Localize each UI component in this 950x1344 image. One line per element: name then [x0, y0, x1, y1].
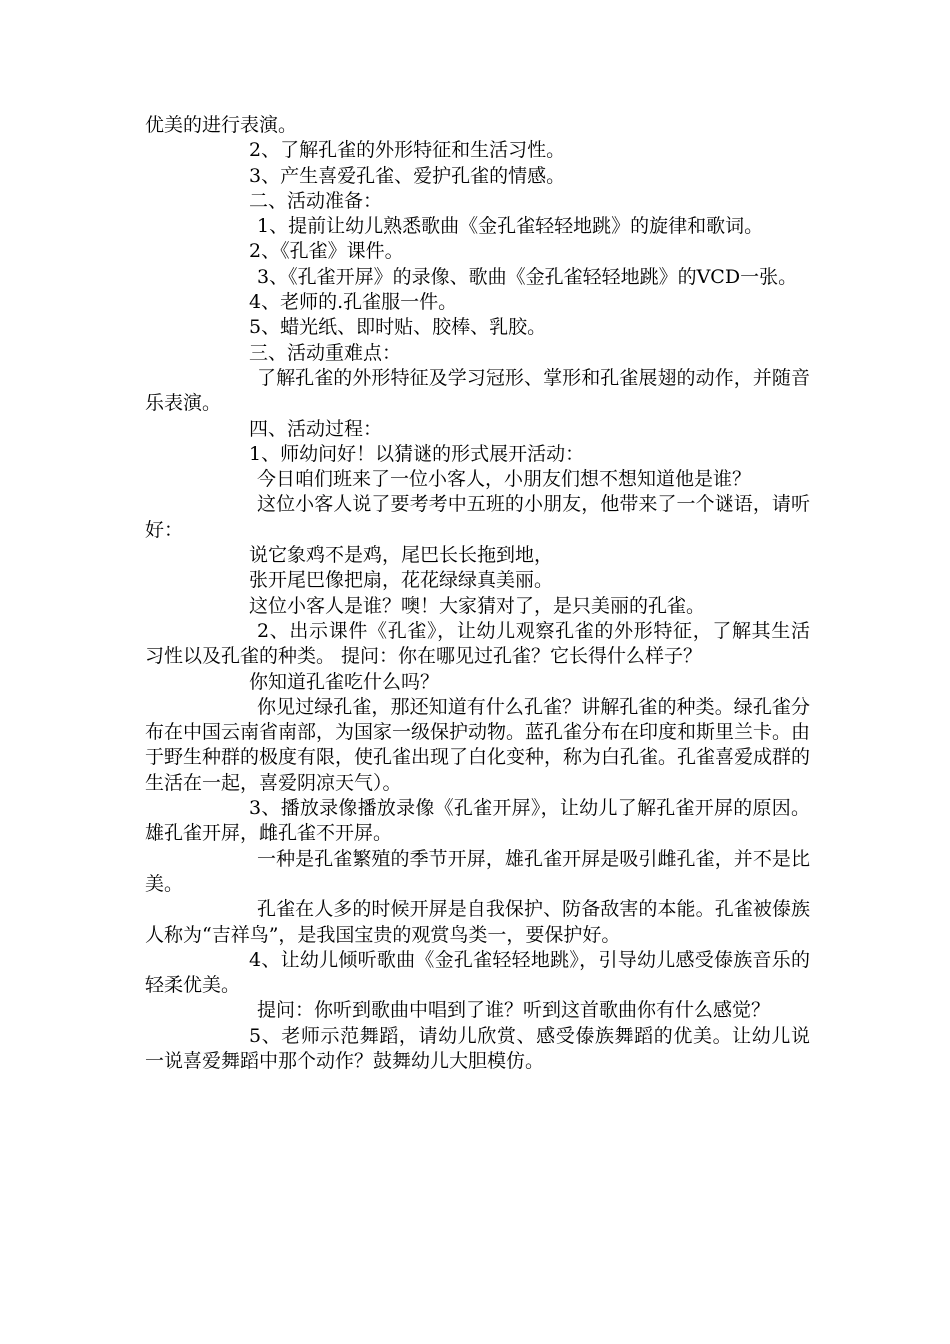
paragraph-2: 2、了解孔雀的外形特征和生活习性。 — [249, 139, 566, 162]
section-heading-preparation: 二、活动准备： — [249, 189, 383, 212]
paragraph-19: 2、出示课件《孔雀》，让幼儿观察孔雀的外形特征，了解其生活习性以及孔雀的种类。 提问：你在哪见过孔雀？它长得什么样子？ — [145, 619, 810, 668]
paragraph-21: 你见过绿孔雀，那还知道有什么孔雀？讲解孔雀的种类。绿孔雀分布在中国云南省南部，为国家一级保护动物。蓝孔雀分布在印度和斯里兰卡。由于野生种群的极度有限，使孔雀出现了白化变种，称为白孔雀。孔雀喜爱成群的生活在一起，喜爱阴凉天气）。 — [145, 695, 811, 794]
riddle-line-2: 张开尾巴像把扇，花花绿绿真美丽。 — [249, 569, 554, 592]
paragraph-25: 4、让幼儿倾听歌曲《金孔雀轻轻地跳》，引导幼儿感受傣族音乐的轻柔优美。 — [145, 948, 810, 997]
paragraph-24: 孔雀在人多的时候开屏是自我保护、防备敌害的本能。孔雀被傣族人称为“吉祥鸟”，是我国宝贵的观赏鸟类一，要保护好。 — [145, 898, 810, 946]
paragraph-5: 1、提前让幼儿熟悉歌曲《金孔雀轻轻地跳》的旋律和歌词。 — [257, 215, 764, 238]
paragraph-8: 4、老师的.孔雀服一件。 — [249, 291, 458, 314]
paragraph-23: 一种是孔雀繁殖的季节开屏，雄孔雀开屏是吸引雌孔雀，并不是比美。 — [145, 847, 810, 895]
paragraph-6: 2、《孔雀》课件。 — [249, 240, 404, 263]
paragraph-22: 3、播放录像播放录像《孔雀开屏》，让幼儿了解孔雀开屏的原因。雄孔雀开屏，雌孔雀不开屏。 — [145, 797, 810, 845]
paragraph-9: 5、蜡光纸、即时贴、胶棒、乳胶。 — [249, 316, 547, 339]
paragraph-3: 3、产生喜爱孔雀、爱护孔雀的情感。 — [249, 164, 566, 187]
paragraph-11: 了解孔雀的外形特征及学习冠形、掌形和孔雀展翅的动作，并随音乐表演。 — [145, 366, 810, 415]
document-body — [145, 113, 810, 1074]
paragraph-27: 5、老师示范舞蹈，请幼儿欣赏、感受傣族舞蹈的优美。让幼儿说一说喜爱舞蹈中那个动作？鼓舞幼儿大胆模仿。 — [145, 1024, 810, 1072]
paragraph-20: 你知道孔雀吃什么吗？ — [249, 670, 440, 693]
paragraph-7: 3、《孔雀开屏》的录像、歌曲《金孔雀轻轻地跳》的VCD一张。 — [257, 265, 798, 288]
paragraph-15: 这位小客人说了要考考中五班的小朋友，他带来了一个谜语，请听好： — [145, 493, 810, 541]
paragraph-13: 1、师幼问好！以猜谜的形式展开活动： — [249, 442, 585, 465]
section-heading-key-points: 三、活动重难点： — [249, 341, 402, 364]
paragraph-26: 提问：你听到歌曲中唱到了谁？听到这首歌曲你有什么感觉？ — [257, 999, 771, 1022]
paragraph-18: 这位小客人是谁？噢！大家猜对了，是只美丽的孔雀。 — [249, 594, 706, 617]
riddle-line-1: 说它象鸡不是鸡，尾巴长长拖到地， — [249, 544, 554, 567]
paragraph-14: 今日咱们班来了一位小客人，小朋友们想不想知道他是谁？ — [257, 468, 752, 491]
paragraph-1: 优美的进行表演。 — [145, 114, 298, 136]
section-heading-process: 四、活动过程： — [249, 417, 383, 440]
